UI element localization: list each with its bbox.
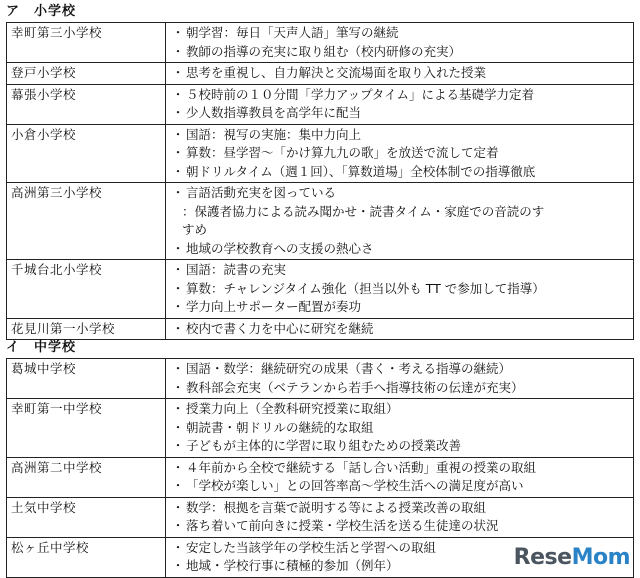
school-name: 幸町第一中学校 (7, 399, 166, 458)
school-name: 高洲第三小学校 (7, 183, 166, 260)
school-name: 小倉小学校 (7, 124, 166, 183)
table-row (7, 84, 634, 124)
school-initiatives (166, 318, 634, 340)
list-item: ・ 国語：視写の実施：集中力向上 (171, 126, 362, 142)
list-item: ・ ５校時前の１０分間「学力アップタイム」による基礎学力定着 (171, 86, 535, 102)
section-mark: ア (6, 4, 21, 19)
section-label: 小学校 (34, 4, 77, 19)
school-initiatives (166, 183, 634, 260)
school-name: 土気中学校 (7, 497, 166, 537)
school-name: 千城台北小学校 (7, 260, 166, 319)
school-name: 花見川第一小学校 (7, 318, 166, 340)
table-row (7, 183, 634, 260)
table-row (7, 23, 634, 63)
list-item: ・ 落ち着いて前向きに授業・学校生活を送る生徒達の状況 (171, 518, 499, 533)
school-initiatives (166, 84, 634, 124)
list-item: ・ 少人数指導教員を高学年に配当 (171, 105, 362, 120)
list-subitem: ：保護者協力による読み聞かせ・読書タイム・家庭での音読のす (182, 203, 545, 219)
list-item: ・ 授業力向上（全教科研究授業に取組） (171, 401, 399, 416)
list-item: ・ 教科部会充実（ベテランから若手へ指導技術の伝達が充実） (171, 379, 524, 395)
list-item: ・ 国語：読書の充実 (171, 262, 287, 277)
table-row (7, 318, 634, 340)
list-subitem: すめ (182, 222, 208, 237)
school-name: 高洲第二中学校 (7, 457, 166, 497)
school-initiatives (166, 399, 634, 458)
elementary-school-table (6, 22, 634, 340)
list-item: ・ 朝ドリルタイム（週１回）、「算数道場」全校体制での指導徹底 (171, 163, 536, 179)
section-title-elementary (6, 4, 76, 20)
school-initiatives (166, 260, 634, 319)
resemom-logo: ReseMom (513, 545, 630, 570)
school-initiatives (166, 63, 634, 85)
school-name: 葛城中学校 (7, 359, 166, 399)
list-item: ・ 校内で書く力を中心に研究を継続 (171, 320, 374, 336)
school-name: 幕張小学校 (7, 84, 166, 124)
list-item: ・ 国語・数学：継続研究の成果（書く・考える指導の継続） (171, 361, 512, 376)
school-initiatives (166, 124, 634, 183)
list-item: ・ 朝読書・朝ドリルの継続的な取組 (171, 419, 374, 435)
list-item: ・ 教師の指導の充実に取り組む（校内研修の充実） (171, 43, 462, 59)
list-item: ・ 地域の学校教育への支援の熱心さ (171, 240, 374, 256)
list-item: ・ 算数：昼学習～「かけ算九九の歌」を放送で流して定着 (171, 145, 499, 160)
table-row (7, 124, 634, 183)
list-item: ・ 思考を重視し、自力解決と交流場面を取り入れた授業 (171, 65, 487, 80)
section-mark: イ (6, 340, 21, 355)
list-item: ・ 数学：根拠を言葉で説明する等による授業改善の取組 (171, 499, 487, 515)
list-item: ・ 朝学習：毎日「天声人語」筆写の継続 (171, 25, 399, 40)
school-name: 松ヶ丘中学校 (7, 537, 166, 577)
table-row (7, 457, 634, 497)
list-item: ・ 安定した当該学年の学校生活と学習への取組 (171, 539, 437, 555)
list-item: ・ 子どもが主体的に学習に取り組むための授業改善 (171, 438, 462, 453)
list-item: ・ ４年前から全校で継続する「話し合い活動」重視の授業の取組 (171, 459, 537, 475)
table-row (7, 399, 634, 458)
list-item: ・ 「学校が楽しい」との回答率高～学校生活への満足度が高い (171, 478, 524, 493)
school-initiatives (166, 457, 634, 497)
school-name: 登戸小学校 (7, 63, 166, 85)
school-name: 幸町第三小学校 (7, 23, 166, 63)
list-item: ・ 学力向上サポーター配置が奏功 (171, 299, 362, 314)
school-initiatives (166, 359, 634, 399)
section-label: 中学校 (34, 340, 77, 355)
table-row (7, 260, 634, 319)
section-title-junior-high (6, 340, 76, 356)
school-initiatives (166, 23, 634, 63)
list-item: ・ 言語活動充実を図っている (171, 185, 337, 200)
table-row (7, 497, 634, 537)
list-item: ・ 地域・学校行事に積極的参加（例年） (171, 558, 399, 573)
list-item: ・ 算数：チャレンジタイム強化（担当以外も TT で参加して指導） (171, 280, 545, 296)
school-initiatives (166, 497, 634, 537)
table-row (7, 63, 634, 85)
table-row (7, 359, 634, 399)
